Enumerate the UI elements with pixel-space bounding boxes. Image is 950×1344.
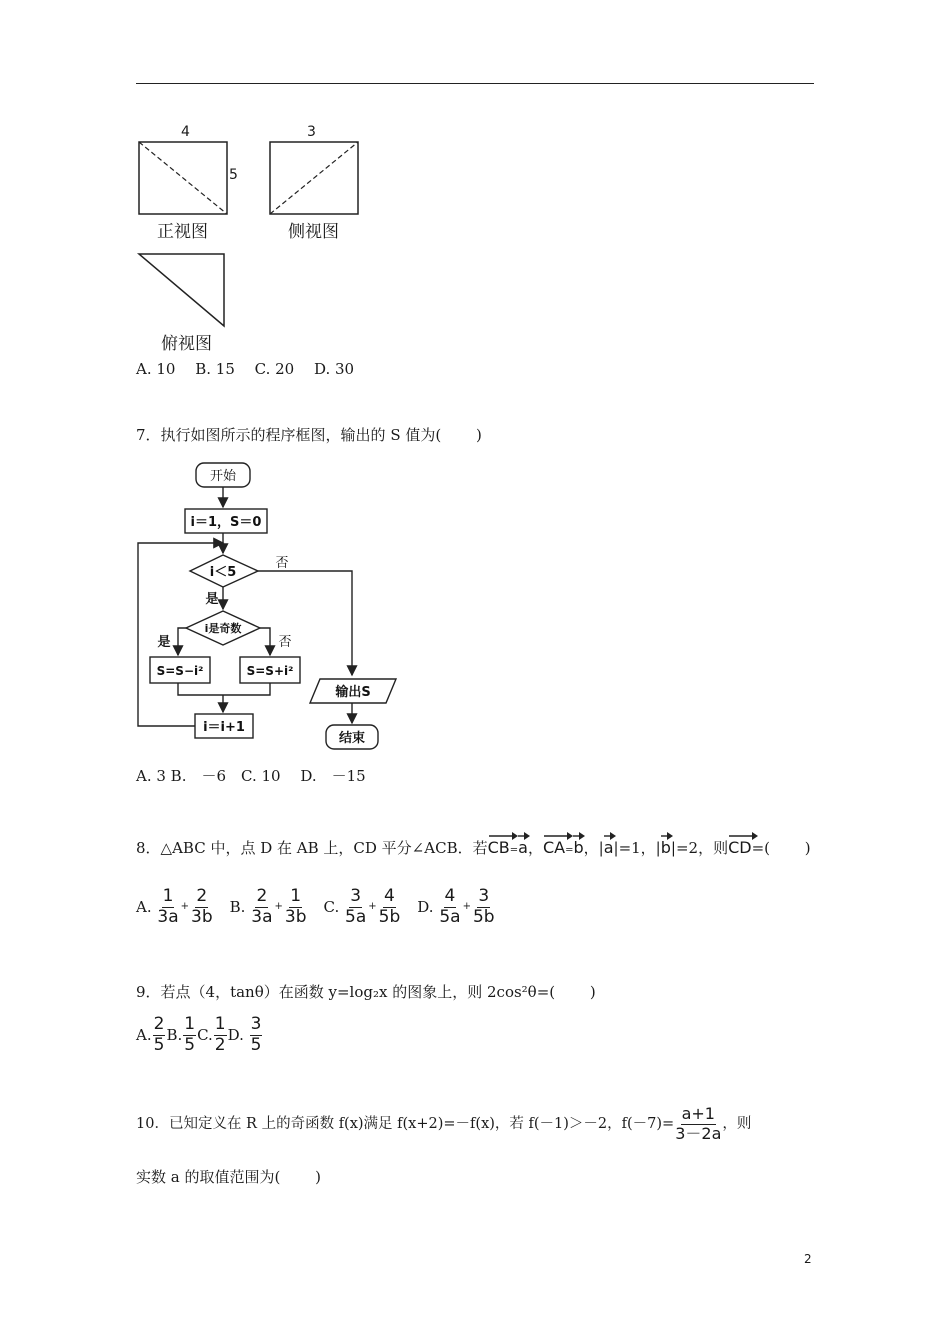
q10-frac-den: 3－2a (675, 1123, 722, 1143)
flowchart (130, 455, 410, 755)
flow-cond2-label: i是奇数 (204, 622, 242, 635)
side-view-dashed (270, 142, 358, 214)
q9-a-den: 5 (153, 1034, 165, 1055)
page-number: 2 (804, 1252, 812, 1266)
side-width-label: 3 (307, 124, 316, 140)
q9-b-den: 5 (184, 1034, 196, 1055)
q7-options: A. 3 B. －6 C. 10 D. －15 (136, 767, 366, 785)
front-view-caption: 正视图 (157, 222, 208, 242)
header-rule (136, 83, 814, 84)
q8-c-n2: 4 (384, 886, 395, 906)
q8-a-l1: a (168, 906, 179, 927)
flow-start-label: 开始 (209, 469, 237, 484)
q9-d-num: 3 (250, 1014, 262, 1034)
q8-a-d1: 3 (157, 906, 169, 927)
q8-b-d2: 3 (284, 906, 296, 927)
front-view-dashed (139, 142, 227, 214)
q8-b-n2: 1 (290, 886, 302, 906)
q9-c-den: 2 (214, 1034, 226, 1055)
q8-a-n1: 1 (162, 886, 174, 906)
q8-option-d: D. $\frac{4}{5a}$ + $\frac{3}{5b}$ (417, 886, 495, 927)
q10-line2: 实数 a 的取值范围为( ) (136, 1168, 321, 1186)
q9-option-c-label: C. (197, 1025, 213, 1044)
q8-b-l2: b (295, 906, 307, 927)
top-view-caption: 俯视图 (161, 334, 212, 354)
q8-d-n1: 4 (444, 886, 456, 906)
vector-cd-label: CD (728, 838, 752, 857)
q8-eq1: = (509, 845, 519, 856)
q10-frac-num: a+1 (681, 1104, 715, 1123)
q8-comma1: ， (527, 839, 543, 857)
flow-no1-label: 否 (275, 556, 289, 571)
q8-a-l2: b (201, 906, 213, 927)
q9-b-num: 1 (184, 1014, 196, 1034)
q8-option-d-label: D. (417, 897, 434, 916)
vector-abs-a (604, 831, 614, 856)
vector-cb-label: CB (487, 838, 510, 857)
flow-right-label: S=S+i² (246, 664, 294, 678)
q8-tail: =( ) (751, 839, 811, 857)
q8-d-d2: 5 (472, 906, 484, 927)
vector-abs-a-label: a (603, 838, 614, 857)
q8-b-d1: 3 (251, 906, 263, 927)
flow-output-label: 输出S (335, 685, 371, 700)
q10-stem-text: 10．已知定义在 R 上的奇函数 f(x)满足 f(x+2)=－f(x)，若 f(－1)＞－2，f(－7)= (136, 1116, 675, 1133)
vector-b-label: b (573, 838, 584, 857)
q8-stem-prefix: 8．△ABC 中，点 D 在 AB 上，CD 平分∠ACB．若 (136, 839, 488, 857)
q8-mid2: |=2，则 (670, 839, 729, 857)
flow-no2-label: 否 (278, 635, 292, 650)
q9-option-a-label: A. (136, 1025, 152, 1044)
flow-yes1-label: 是 (205, 592, 219, 607)
q8-option-c: C. $\frac{3}{5a}$ + $\frac{4}{5b}$ (323, 886, 401, 927)
q8-c-l1: a (355, 906, 367, 927)
q6-options: A. 10 B. 15 C. 20 D. 30 (136, 360, 355, 378)
q8-options (136, 888, 512, 927)
q8-option-a: A. $\frac{1}{3a}$ + $\frac{2}{3b}$ (136, 886, 213, 927)
q8-stem (136, 832, 811, 856)
q8-d-l2: b (483, 906, 495, 927)
q10-stem (136, 1106, 751, 1143)
vector-ca-label: CA (542, 838, 566, 857)
q8-a-n2: 2 (196, 886, 208, 906)
vector-cd (728, 831, 752, 856)
flow-end-label: 结束 (338, 731, 366, 746)
q9-stem: 9．若点（4，tanθ）在函数 y=log₂x 的图象上，则 2cos²θ=( ) (136, 983, 596, 1001)
q9-c-num: 1 (214, 1014, 226, 1034)
q8-c-n1: 3 (350, 886, 362, 906)
vector-b (573, 831, 583, 856)
q8-d-l1: a (450, 906, 461, 927)
q8-option-a-label: A. (136, 897, 152, 916)
q8-b-n1: 2 (256, 886, 268, 906)
q10-tail: ，则 (722, 1116, 752, 1133)
q9-options (136, 1016, 263, 1055)
flow-init-label: i＝1，S＝0 (190, 515, 262, 530)
q8-a-d2: 3 (191, 906, 202, 927)
vector-cb (488, 831, 510, 856)
q8-d-d1: 5 (439, 906, 451, 927)
q8-c-d2: 5 (378, 906, 390, 927)
q9-option-b-label: B. (166, 1025, 183, 1044)
flow-inc-label: i＝i+1 (203, 720, 245, 735)
q9-d-den: 5 (250, 1034, 262, 1055)
top-view-triangle (139, 254, 224, 326)
q9-option-d-label: D. (227, 1025, 244, 1044)
vector-abs-b (661, 831, 671, 856)
q8-c-l2: b (389, 906, 401, 927)
flow-cond-label: i＜5 (209, 565, 237, 580)
vector-a (518, 831, 528, 856)
q8-mid: |=1，| (613, 839, 661, 857)
vector-abs-b-label: b (660, 838, 671, 857)
q8-comma2: ，| (583, 839, 604, 857)
side-view-caption: 侧视图 (288, 222, 339, 242)
q8-option-b-label: B. (229, 897, 246, 916)
vector-a-label: a (518, 838, 528, 857)
q8-option-b: B. $\frac{2}{3a}$ + $\frac{1}{3b}$ (229, 886, 307, 927)
flow-left-label: S=S−i² (156, 664, 204, 678)
vector-ca (543, 831, 565, 856)
flow-yes2-label: 是 (157, 635, 171, 650)
q9-a-num: 2 (153, 1014, 165, 1034)
front-width-label: 4 (181, 124, 190, 140)
q8-option-c-label: C. (323, 897, 340, 916)
q8-d-n2: 3 (478, 886, 490, 906)
q7-stem: 7．执行如图所示的程序框图，输出的 S 值为( ) (136, 426, 482, 444)
q8-b-l1: a (262, 906, 273, 927)
q8-eq2: = (565, 845, 574, 856)
q8-c-d1: 5 (345, 906, 356, 927)
front-height-label: 5 (229, 167, 238, 183)
